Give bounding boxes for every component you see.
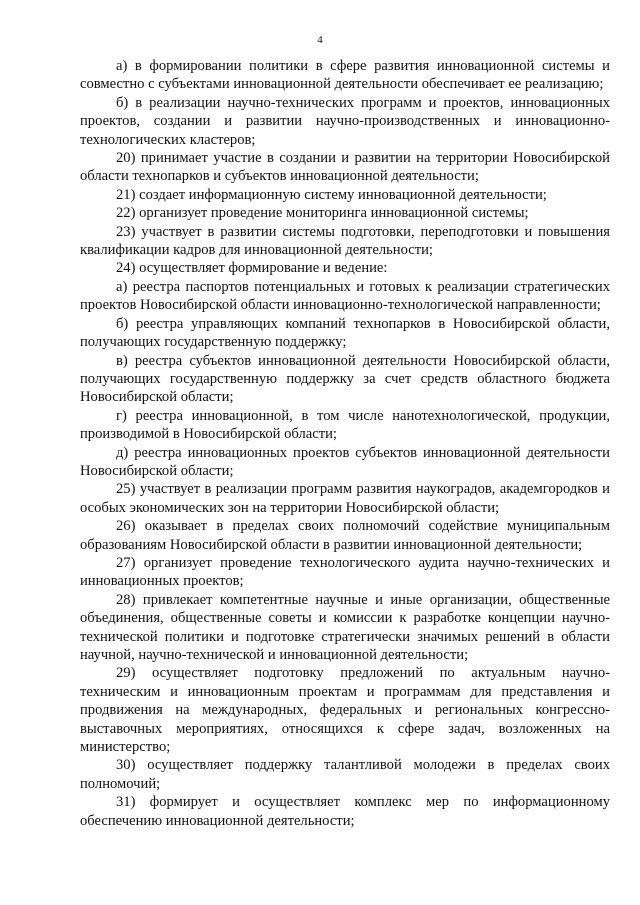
paragraph: 25) участвует в реализации программ развития наукоградов, академгородков и особых экономических зон на территории Новосибирской области; bbox=[80, 481, 610, 516]
paragraph: в) реестра субъектов инновационной деятельности Новосибирской области, получающих государственную поддержку за счет средств областного бюджета Новосибирской области; bbox=[80, 352, 610, 406]
paragraph: 21) создает информационную систему инновационной деятельности; bbox=[116, 186, 547, 203]
paragraph: 23) участвует в развитии системы подготовки, переподготовки и повышения квалификации кадров для инновационной деятельности; bbox=[80, 223, 610, 259]
paragraph: г) реестра инновационной, в том числе нанотехнологической, продукции, производимой в Новосибирской области; bbox=[80, 407, 610, 443]
paragraph: 28) привлекает компетентные научные и иные организации, общественные объединения, общественные советы и комиссии к разработке концепции научно-технической политики и подготовке стратегически значимых решений в области научной, научно-технической и инновационной деятельности; bbox=[80, 591, 610, 663]
paragraph: б) реестра управляющих компаний технопарков в Новосибирской области, получающих государственную поддержку; bbox=[80, 315, 610, 351]
paragraph: 26) оказывает в пределах своих полномочий содействие муниципальным образованиям Новосибирской области в развитии инновационной деятельности; bbox=[80, 518, 610, 553]
page-number: 4 bbox=[317, 34, 323, 46]
paragraph: 24) осуществляет формирование и ведение: bbox=[116, 260, 388, 277]
paragraph: 20) принимает участие в создании и развитии на территории Новосибирской области технопарков и субъектов инновационной деятельности; bbox=[80, 150, 610, 185]
paragraph: а) в формировании политики в сфере развития инновационной системы и совместно с субъектами инновационной деятельности обеспечивает ее реализацию; bbox=[80, 58, 610, 93]
paragraph: д) реестра инновационных проектов субъектов инновационной деятельности Новосибирской области; bbox=[80, 444, 610, 479]
document-body bbox=[80, 57, 610, 830]
paragraph: 27) организует проведение технологического аудита научно-технических и инновационных проектов; bbox=[80, 554, 610, 590]
paragraph: 22) организует проведение мониторинга инновационной системы; bbox=[116, 205, 529, 222]
paragraph: 30) осуществляет поддержку талантливой молодежи в пределах своих полномочий; bbox=[80, 757, 610, 792]
paragraph: б) в реализации научно-технических программ и проектов, инновационных проектов, создании и развитии научно-производственных и инновационно-технологических кластеров; bbox=[80, 94, 610, 148]
paragraph: а) реестра паспортов потенциальных и готовых к реализации стратегических проектов Новосибирской области инновационно-технологической направленности; bbox=[80, 278, 610, 314]
paragraph: 29) осуществляет подготовку предложений по актуальным научно-техническим и инновационным проектам и программам для представления и продвижения на международных, федеральных и региональных конгрессно-выставочных мероприятиях, относящихся к сфере задач, возложенных на министерство; bbox=[80, 665, 610, 756]
paragraph: 31) формирует и осуществляет комплекс мер по информационному обеспечению инновационной деятельности; bbox=[80, 794, 610, 829]
